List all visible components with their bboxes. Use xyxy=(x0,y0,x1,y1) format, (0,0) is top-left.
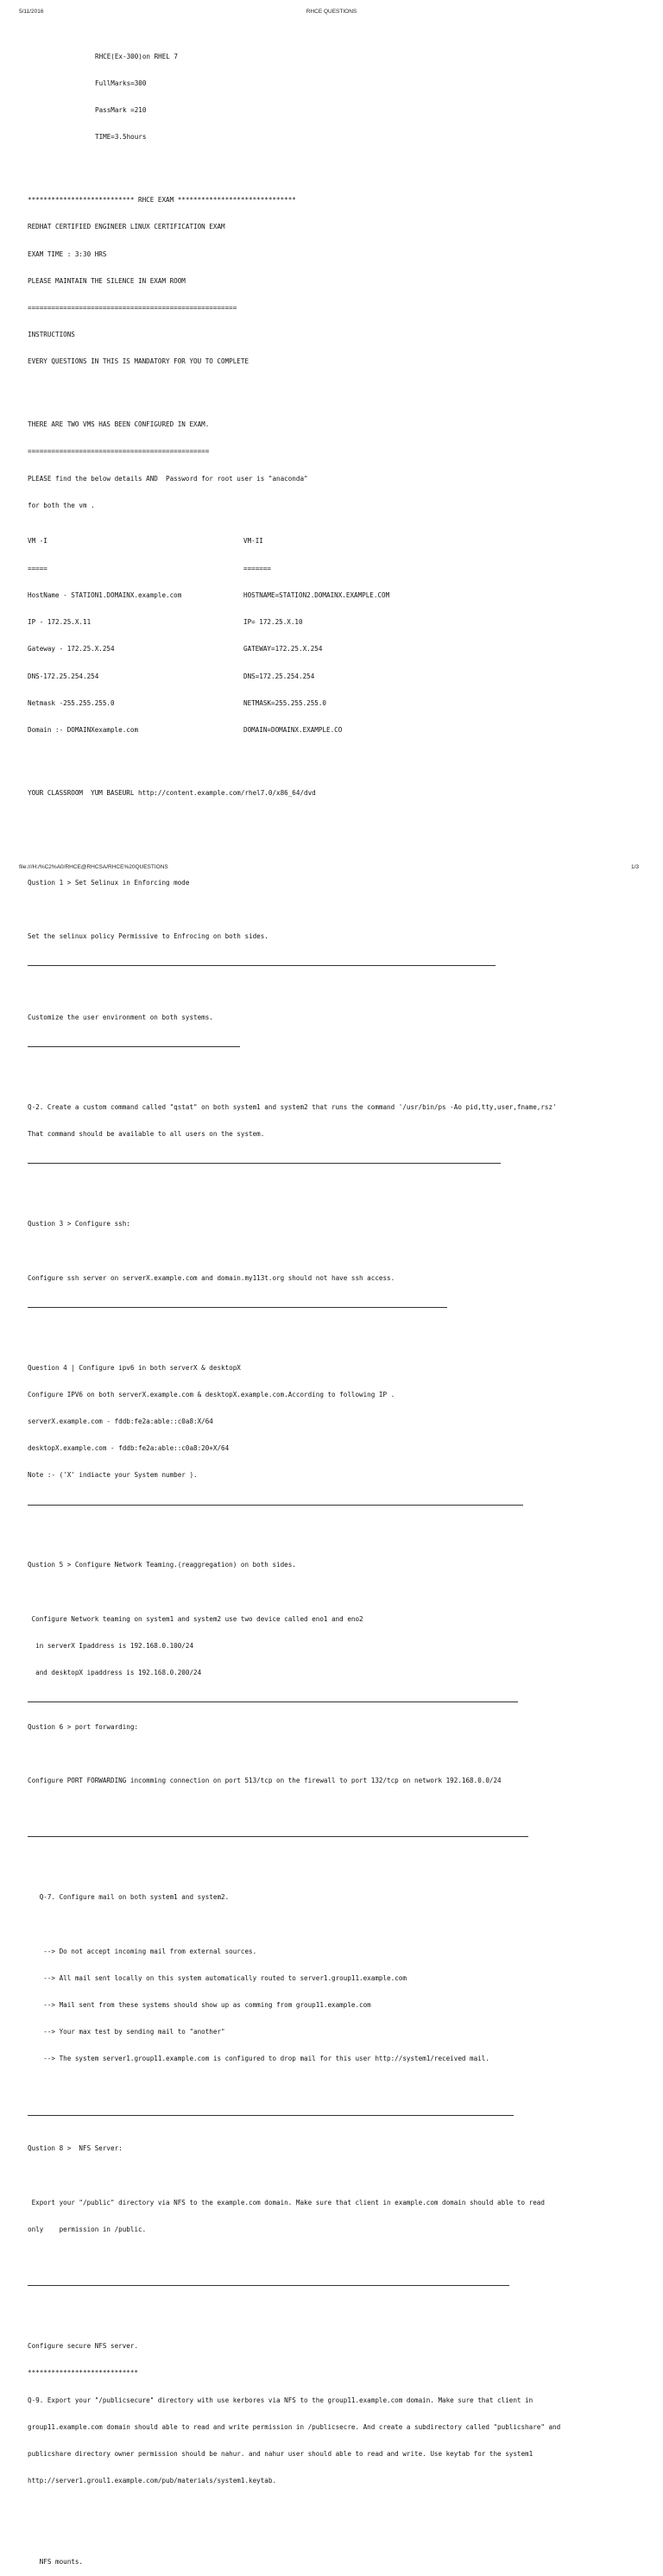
intro-line: RHCE(Ex-300)on RHEL 7 xyxy=(95,52,179,60)
exam-title: REDHAT CERTIFIED ENGINEER LINUX CERTIFICATION EXAM xyxy=(28,223,225,231)
question-4-text: serverX.example.com - fddb:fe2a:able::c0a8:X/64 xyxy=(28,1417,213,1425)
intro-line: PassMark =210 xyxy=(95,106,147,115)
instructions-text: EVERY QUESTIONS IN THIS IS MANDATORY FOR YOU TO COMPLETE xyxy=(28,357,249,366)
question-5-text: in serverX Ipaddress is 192.168.0.100/24 xyxy=(28,1641,194,1650)
question-2-text: That command should be available to all users on the system. xyxy=(28,1130,265,1139)
question-7-text: --> Do not accept incoming mail from external sources. xyxy=(28,1947,257,1955)
intro-line: FullMarks=300 xyxy=(95,79,147,88)
yum-baseurl: YOUR CLASSROOM YUM BASEURL http://content.example.com/rhel7.0/x86_64/dvd xyxy=(28,788,316,797)
question-8-title: Qustion 8 > NFS Server: xyxy=(28,2144,123,2153)
question-7-title: Q-7. Configure mail on both system1 and system2. xyxy=(28,1893,230,1902)
divider xyxy=(28,1157,642,1165)
question-9-heading: Configure secure NFS server. xyxy=(28,2342,139,2351)
divider xyxy=(28,2109,642,2118)
nfs-mounts-heading: NFS mounts. xyxy=(28,2557,84,2566)
intro-line: TIME=3.5hours xyxy=(95,133,147,142)
document-body xyxy=(28,35,642,2576)
divider xyxy=(28,1301,642,1310)
divider xyxy=(28,1499,642,1507)
vm-row: ===== ======= xyxy=(28,564,272,572)
question-8-text: only permission in /public. xyxy=(28,2226,147,2234)
question-6-text: Configure PORT FORWARDING incomming connection on port 513/tcp on the firewall to port 132/tcp on network 192.168.0.0/24 xyxy=(28,1776,502,1784)
exam-banner: *************************** RHCE EXAM ****************************** xyxy=(28,196,296,205)
question-3-title: Qustion 3 > Configure ssh: xyxy=(28,1220,130,1228)
question-1-text: Set the selinux policy Permissive to Enfrocing on both sides. xyxy=(28,932,268,941)
question-7-text: --> Mail sent from these systems should show up as comming from group11.example.com xyxy=(28,2001,371,2010)
vm-row: HostName - STATION1.DOMAINX.example.com HOSTNAME=STATION2.DOMAINX.EXAMPLE.COM xyxy=(28,590,390,599)
vm-row: DNS-172.25.254.254 DNS=172.25.254.254 xyxy=(28,672,315,680)
divider xyxy=(28,959,642,968)
divider xyxy=(28,1040,642,1049)
question-1-title: Qustion 1 > Set Selinux in Enforcing mode xyxy=(28,878,190,887)
password-note-cont: for both the vm . xyxy=(28,501,95,509)
asterisk-rule: **************************** xyxy=(28,2369,139,2377)
password-note: PLEASE find the below details AND Password for root user is "anaconda" xyxy=(28,474,308,483)
question-5-text: Configure Network teaming on system1 and system2 use two device called eno1 and eno2 xyxy=(28,1614,363,1623)
question-9-text: http://server1.groul1.example.com/pub/materials/system1.keytab. xyxy=(28,2477,277,2485)
vm-row: Gateway - 172.25.X.254 GATEWAY=172.25.X.254 xyxy=(28,645,323,653)
exam-time: EXAM TIME : 3:30 HRS xyxy=(28,249,107,258)
divider xyxy=(28,1830,642,1839)
question-4-title: Question 4 | Configure ipv6 in both serverX & desktopX xyxy=(28,1363,241,1372)
question-4-text: Configure IPV6 on both serverX.example.com & desktopX.example.com.According to following IP . xyxy=(28,1390,395,1398)
page-number: 1/3 xyxy=(630,864,639,870)
vm-row: Netmask -255.255.255.0 NETMASK=255.255.255.0 xyxy=(28,698,327,707)
question-5-text: and desktopX ipaddress is 192.168.0.200/24 xyxy=(28,1669,202,1677)
separator-text: ============================================== xyxy=(28,447,210,456)
document-title: RHCE QUESTIONS xyxy=(306,9,357,15)
question-9-text: Q-9. Export your "/publicsecure" directory with use kerbores via NFS to the group11.example.com domain. Make sure that client in xyxy=(28,2396,534,2404)
vms-heading: THERE ARE TWO VMS HAS BEEN CONFIGURED IN EXAM. xyxy=(28,420,210,429)
vm-row: Domain :- DOMAINXexample.com DOMAIN=DOMAINX.EXAMPLE.CO xyxy=(28,726,343,735)
question-2-text: Q-2. Create a custom command called "qstat" on both system1 and system2 that runs the command '/usr/bin/ps -Ao pid,tty,user,fname,rsz' xyxy=(28,1102,557,1111)
question-9-text: group11.example.com domain should able to read and write permission in /publicsecre. And create a subdirectory called "publicshare" and xyxy=(28,2422,561,2431)
vm-row: IP - 172.25.X.11 IP= 172.25.X.10 xyxy=(28,618,303,627)
question-5-title: Qustion 5 > Configure Network Teaming.(reaggregation) on both sides. xyxy=(28,1561,296,1569)
question-8-text: Export your "/public" directory via NFS to the example.com domain. Make sure that client in example.com domain should able to read xyxy=(28,2198,545,2207)
question-6-title: Qustion 6 > port forwarding: xyxy=(28,1722,139,1731)
question-4-text: desktopX.example.com - fddb:fe2a:able::c0a8:20+X/64 xyxy=(28,1444,230,1453)
customize-heading: Customize the user environment on both systems. xyxy=(28,1013,213,1021)
separator-text: ===================================================== xyxy=(28,304,237,313)
question-7-text: --> Your max test by sending mail to "another" xyxy=(28,2028,225,2036)
file-path: file:///H:/%C2%A0/RHCE@RHCSA/RHCE%20QUESTIONS xyxy=(19,864,168,870)
question-3-text: Configure ssh server on serverX.example.com and domain.my113t.org should not have ssh access. xyxy=(28,1273,395,1282)
question-9-text: publicshare directory owner permission should be nahur. and nahur user should able to read and write. Use keytab for the system1 xyxy=(28,2450,534,2459)
divider xyxy=(28,1695,642,1704)
vm-row: VM -I VM-II xyxy=(28,537,263,546)
print-date: 5/11/2016 xyxy=(19,9,44,15)
divider xyxy=(28,2279,642,2288)
question-7-text: --> The system server1.group11.example.com is configured to drop mail for this user http://system1/received mail. xyxy=(28,2055,489,2063)
exam-notice: PLEASE MAINTAIN THE SILENCE IN EXAM ROOM xyxy=(28,276,186,285)
question-4-text: Note :- ('X' indiacte your System number ). xyxy=(28,1471,198,1480)
instructions-heading: INSTRUCTIONS xyxy=(28,331,75,339)
question-7-text: --> All mail sent locally on this system automatically routed to server1.group11.example.com xyxy=(28,1973,407,1982)
